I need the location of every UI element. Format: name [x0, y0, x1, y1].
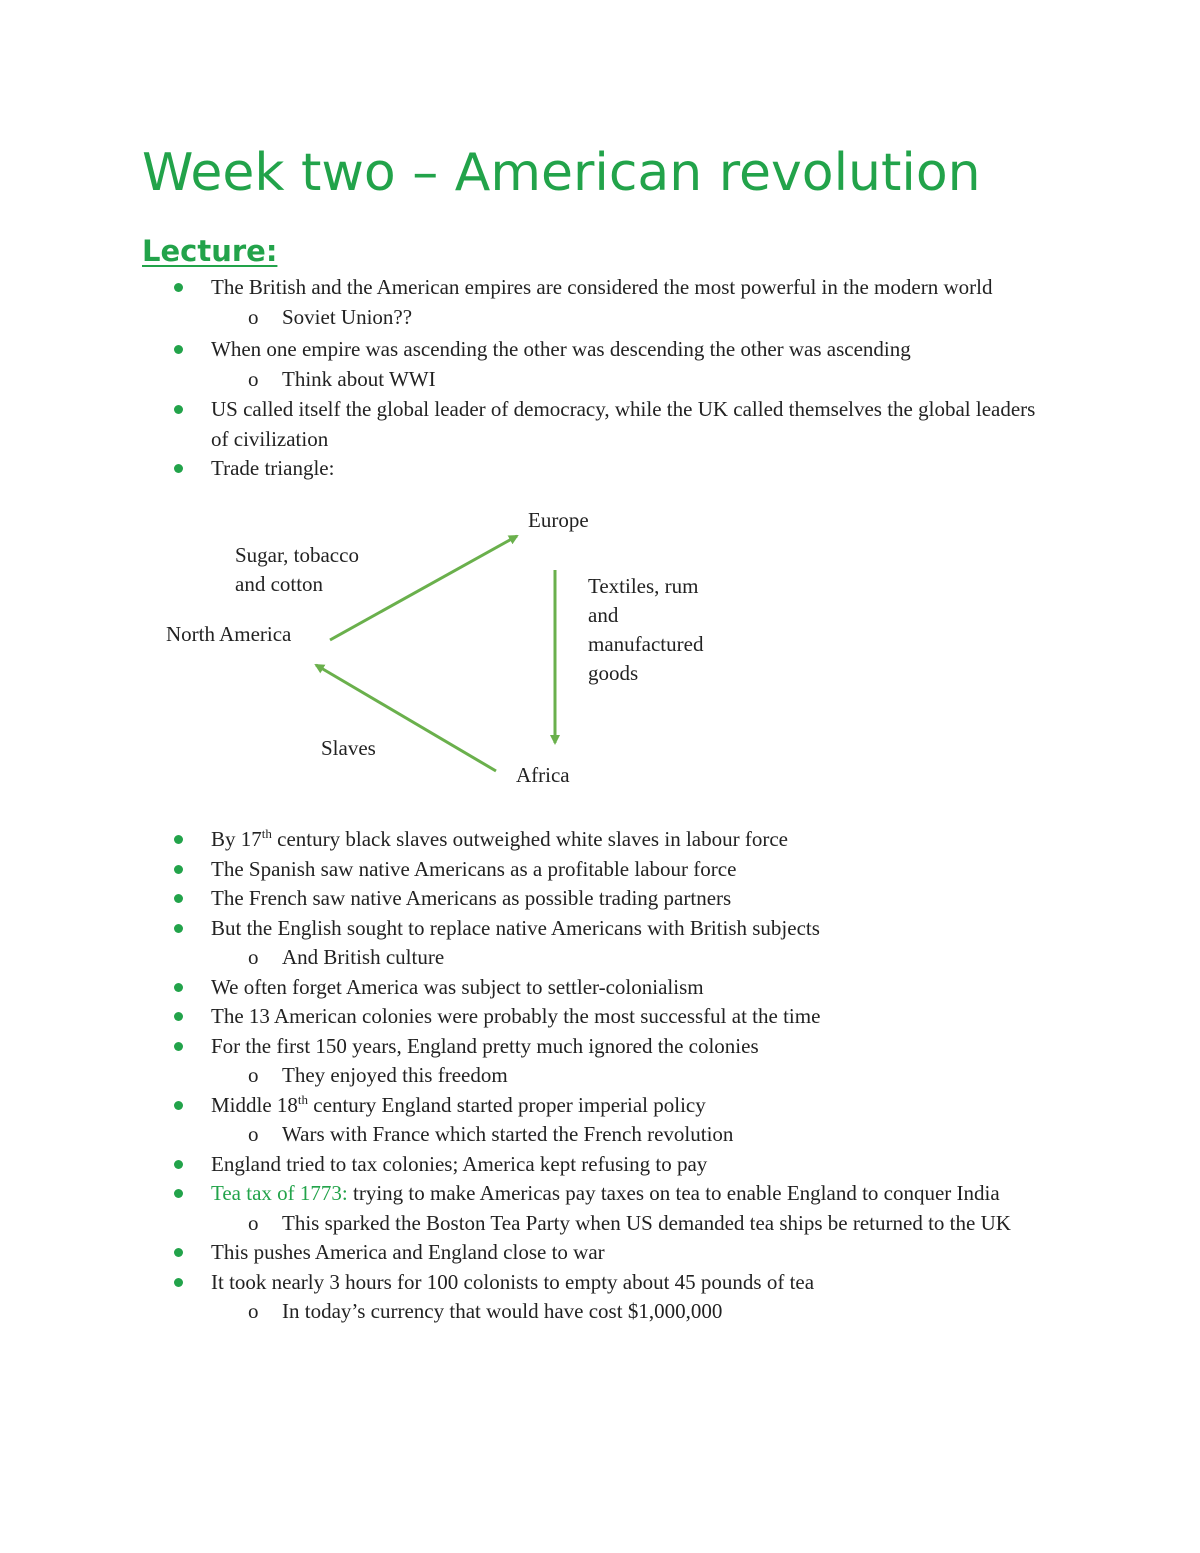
list-item: [0, 825, 1043, 855]
list-item: [0, 1150, 1043, 1180]
circle-bullet-icon: o: [248, 366, 259, 391]
list-item-text: This pushes America and England close to war: [211, 1240, 605, 1264]
sub-list-item: [211, 1209, 1042, 1239]
section-heading: Lecture:: [142, 234, 278, 268]
bullet-icon: [174, 835, 183, 844]
list-item-text: Tea tax of 1773: trying to make Americas pay taxes on tea to enable England to conquer India: [211, 1181, 1000, 1205]
sub-list: [211, 943, 1043, 973]
highlight-term: Tea tax of 1773:: [211, 1181, 348, 1205]
bullet-icon: [174, 1042, 183, 1051]
list-item: [0, 973, 1043, 1003]
sub-list-item: [211, 1120, 1042, 1150]
list-item-text: But the English sought to replace native Americans with British subjects: [211, 915, 820, 940]
label-europe-to-africa-line3: manufactured: [588, 632, 704, 656]
sub-list-item-text: Soviet Union??: [282, 304, 413, 329]
sub-list-item-text: Wars with France which started the French revolution: [282, 1122, 734, 1146]
bullet-icon: [174, 1160, 183, 1169]
list-item: [0, 1268, 1043, 1327]
label-europe-to-africa-line4: goods: [588, 661, 639, 685]
list-item-text: The British and the American empires are considered the most powerful in the modern world: [211, 275, 993, 299]
sub-list-item-text: And British culture: [282, 945, 445, 969]
bullet-icon: [174, 865, 183, 874]
list-item: [0, 1091, 1043, 1150]
list-item-text: For the first 150 years, England pretty much ignored the colonies: [211, 1033, 759, 1058]
list-item-text: By 17th century black slaves outweighed white slaves in labour force: [211, 826, 788, 851]
bullet-list-bottom: [0, 825, 1043, 1327]
node-europe: Europe: [528, 508, 589, 532]
list-item-text: Middle 18th century England started proper imperial policy: [211, 1091, 706, 1117]
node-north-america: North America: [166, 622, 292, 646]
bullet-icon: [174, 1278, 183, 1287]
sub-list-item-text: They enjoyed this freedom: [282, 1063, 508, 1087]
bullet-icon: [174, 894, 183, 903]
circle-bullet-icon: o: [248, 1122, 259, 1146]
sub-list-item-text: Think about WWI: [282, 366, 436, 391]
list-item: [0, 884, 1043, 914]
bullet-icon: [174, 1012, 183, 1021]
list-item: [0, 1179, 1043, 1238]
label-europe-to-africa-line2: and: [588, 603, 619, 627]
node-africa: Africa: [516, 763, 570, 787]
sub-list-item-text: In today’s currency that would have cost $1,000,000: [282, 1299, 723, 1323]
circle-bullet-icon: o: [248, 1299, 259, 1323]
label-na-to-europe-line2: and cotton: [235, 572, 324, 596]
sub-list-item: [211, 943, 1042, 973]
circle-bullet-icon: o: [248, 304, 259, 329]
list-item: [0, 855, 1043, 885]
label-africa-to-na: Slaves: [321, 736, 376, 760]
list-item: [0, 1238, 1043, 1268]
list-item-text: Trade triangle:: [211, 456, 335, 480]
page-title: Week two – American revolution: [142, 143, 981, 203]
list-item: [0, 1002, 1043, 1032]
list-item: [0, 1032, 1043, 1091]
bullet-icon: [174, 1189, 183, 1198]
list-item-text: When one empire was ascending the other was descending the other was ascending: [211, 337, 911, 361]
sub-list: [211, 1120, 1043, 1150]
list-item-text: The Spanish saw native Americans as a profitable labour force: [211, 856, 737, 881]
sub-list-item: [211, 1297, 1042, 1327]
bullet-icon: [174, 1101, 183, 1110]
circle-bullet-icon: o: [248, 1063, 259, 1087]
bullet-icon: [174, 983, 183, 992]
bullet-icon: [174, 924, 183, 933]
list-item-text: It took nearly 3 hours for 100 colonists to empty about 45 pounds of tea: [211, 1269, 815, 1294]
list-item-text: The French saw native Americans as possible trading partners: [211, 886, 732, 910]
circle-bullet-icon: o: [248, 1210, 259, 1235]
sub-list: [211, 1061, 1043, 1091]
bullet-icon: [174, 1248, 183, 1257]
sub-list: [211, 1297, 1043, 1327]
label-na-to-europe-line1: Sugar, tobacco: [235, 543, 359, 567]
list-item-text: England tried to tax colonies; America kept refusing to pay: [211, 1151, 708, 1176]
label-europe-to-africa-line1: Textiles, rum: [588, 574, 699, 598]
list-item-text: The 13 American colonies were probably the most successful at the time: [211, 1004, 821, 1028]
list-item: [0, 914, 1043, 973]
sub-list: [211, 1209, 1043, 1239]
sub-list-item-text: This sparked the Boston Tea Party when US demanded tea ships be returned to the UK: [282, 1210, 1011, 1235]
circle-bullet-icon: o: [248, 945, 259, 969]
list-item-text: We often forget America was subject to settler-colonialism: [211, 974, 704, 999]
sub-list-item: [211, 1061, 1042, 1091]
list-item-text: US called itself the global leader of democracy, while the UK called themselves the global leaders of civilization: [211, 397, 1036, 451]
